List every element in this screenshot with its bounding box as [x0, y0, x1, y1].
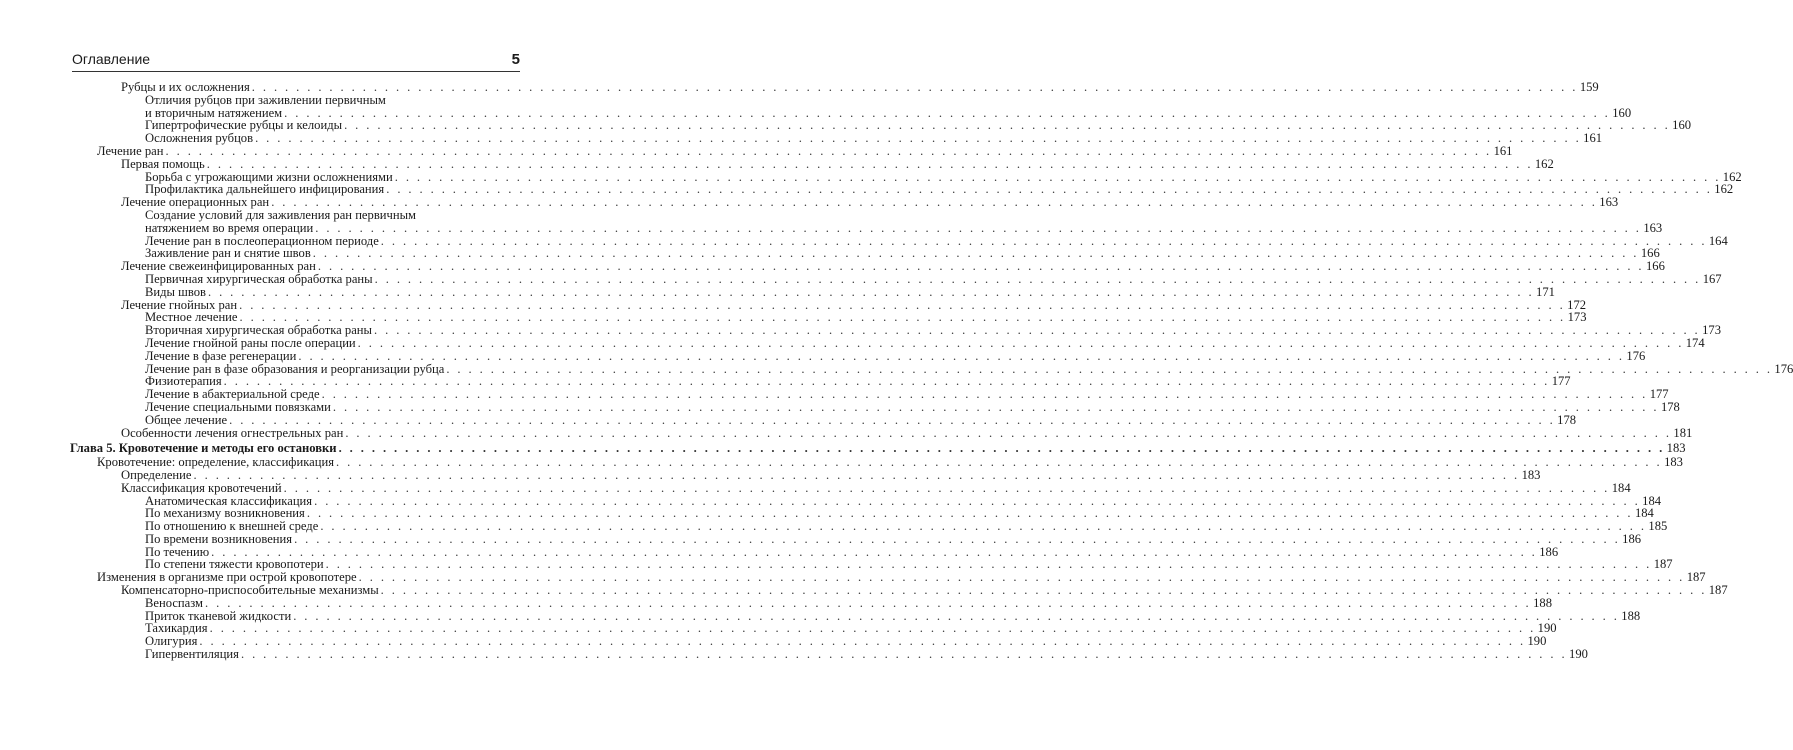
dot-leader: . . . . . . . . . . . . . . . . . . . . . . . . . . . . . . . . . . . . . . . . . . . . . . . . . . . . . . . . . . . . . . . . . . . . . . . . . . . . . . . . . . . . . . . . . . . . . . . . . . . . . . . . . . . . . . . . . . . . . . . .	[223, 374, 1550, 389]
toc-entry-page-number: 163	[1643, 220, 1663, 235]
toc-entry-title: Лечение гнойных ран	[121, 297, 238, 312]
dot-leader: . . . . . . . . . . . . . . . . . . . . . . . . . . . . . . . . . . . . . . . . . . . . . . . . . . . . . . . . . . . . . . . . . . . . . . . . . . . . . . . . . . . . . . . . . . . . . . . . . . . . . . . . . . . . . . . . . . . . . . . .	[320, 519, 1647, 534]
toc-entry-title: Местное лечение	[145, 310, 238, 325]
dot-leader: . . . . . . . . . . . . . . . . . . . . . . . . . . . . . . . . . . . . . . . . . . . . . . . . . . . . . . . . . . . . . . . . . . . . . . . . . . . . . . . . . . . . . . . . . . . . . . . . . . . . . . . . . . . . . . . . . . . . . . . .	[374, 271, 1701, 286]
toc-entry-page-number: 190	[1569, 647, 1588, 662]
toc-entry[interactable]	[70, 425, 1693, 440]
toc-entry-page-number: 185	[1648, 519, 1668, 534]
toc-entry-title: Лечение ран	[97, 143, 164, 158]
running-header	[72, 51, 520, 71]
toc-entry[interactable]	[70, 207, 1663, 235]
toc-entry-page-number: 164	[1708, 233, 1728, 248]
toc-entry-page-number: 184	[1634, 506, 1654, 521]
dot-leader: . . . . . . . . . . . . . . . . . . . . . . . . . . . . . . . . . . . . . . . . . . . . . . . . . . . . . . . . . . . . . . . . . . . . . . . . . . . . . . . . . . . . . . . . . . . . . . . . . . . . . . . . . . . . . . . . . . . . . . . .	[380, 233, 1707, 248]
toc-entry-page-number: 178	[1660, 399, 1680, 414]
toc-entry-title: Лечение в абактериальной среде	[145, 387, 320, 402]
dot-leader: . . . . . . . . . . . . . . . . . . . . . . . . . . . . . . . . . . . . . . . . . . . . . . . . . . . . . . . . . . . . . . . . . . . . . . . . . . . . . . . . . . . . . . . . . . . . . . . . . . . . . . . . . . . . . . . . . . . . . . . .	[209, 621, 1536, 636]
toc-entry[interactable]	[70, 480, 1631, 495]
toc-entry-title: Глава 5. Кровотечение и методы его остановки	[70, 441, 337, 456]
dot-leader: . . . . . . . . . . . . . . . . . . . . . . . . . . . . . . . . . . . . . . . . . . . . . . . . . . . . . . . . . . . . . . . . . . . . . . . . . . . . . . . . . . . . . . . . . . . . . . . . . . . . . . . . . . . . . . . . . . . . . . . .	[199, 634, 1526, 649]
toc-entry-title: Виды швов	[145, 284, 206, 299]
toc-entry-page-number: 159	[1579, 80, 1599, 94]
toc-entry-title: Заживление ран и снятие швов	[145, 246, 311, 261]
toc-entry-page-number: 176	[1774, 361, 1793, 376]
toc-entry[interactable]	[70, 156, 1554, 171]
toc-entry-page-number: 187	[1653, 557, 1673, 572]
toc-entry-page-number: 184	[1611, 480, 1631, 495]
dot-leader: . . . . . . . . . . . . . . . . . . . . . . . . . . . . . . . . . . . . . . . . . . . . . . . . . . . . . . . . . . . . . . . . . . . . . . . . . . . . . . . . . . . . . . . . . . . . . . . . . . . . . . . . . . . . . . . . . . . . . . . .	[314, 493, 1641, 508]
dot-leader: . . . . . . . . . . . . . . . . . . . . . . . . . . . . . . . . . . . . . . . . . . . . . . . . . . . . . . . . . . . . . . . . . . . . . . . . . . . . . . . . . . . . . . . . . . . . . . . . . . . . . . . . . . . . . . . . . . . . . . . .	[306, 506, 1633, 521]
toc-entry[interactable]	[70, 80, 1599, 94]
toc-entry[interactable]	[70, 92, 1632, 120]
dot-leader: . . . . . . . . . . . . . . . . . . . . . . . . . . . . . . . . . . . . . . . . . . . . . . . . . . . . . . . . . . . . . . . . . . . . . . . . . . . . . . . . . . . . . . . . . . . . . . . . . . . . . . . . . . . . . . . . . . . . . . . .	[239, 310, 1566, 325]
toc-entry-title: Общее лечение	[145, 412, 228, 427]
toc-entry-title: Олигурия	[145, 634, 198, 649]
toc-entry-page-number: 162	[1714, 182, 1734, 197]
toc-entry-title: Кровотечение: определение, классификация	[97, 455, 334, 470]
dot-leader: . . . . . . . . . . . . . . . . . . . . . . . . . . . . . . . . . . . . . . . . . . . . . . . . . . . . . . . . . . . . . . . . . . . . . . . . . . . . . . . . . . . . . . . . . . . . . . . . . . . . . . . . . . . . . . . . . . . . . . . .	[345, 425, 1672, 440]
toc-entry-title: Веноспазм	[145, 595, 204, 610]
toc-entry-title: Физиотерапия	[145, 374, 222, 389]
dot-leader: . . . . . . . . . . . . . . . . . . . . . . . . . . . . . . . . . . . . . . . . . . . . . . . . . . . . . . . . . . . . . . . . . . . . . . . . . . . . . . . . . . . . . . . . . . . . . . . . . . . . . . . . . . . . . . . . . . . . . . . .	[358, 570, 1685, 585]
toc-entry-title: По механизму возникновения	[145, 506, 305, 521]
dot-leader: . . . . . . . . . . . . . . . . . . . . . . . . . . . . . . . . . . . . . . . . . . . . . . . . . . . . . . . . . . . . . . . . . . . . . . . . . . . . . . . . . . . . . . . . . . . . . . . . . . . . . . . . . . . . . . . . . . . . . . . .	[211, 544, 1538, 559]
toc-entry-title: Лечение гнойной раны после операции	[145, 335, 356, 350]
toc-entry-title: Гипервентиляция	[145, 647, 239, 662]
dot-leader: . . . . . . . . . . . . . . . . . . . . . . . . . . . . . . . . . . . . . . . . . . . . . . . . . . . . . . . . . . . . . . . . . . . . . . . . . . . . . . . . . . . . . . . . . . . . . . . . . . . . . . . . . . . . . . . . . . . . . . . .	[193, 467, 1520, 482]
dot-leader: . . . . . . . . . . . . . . . . . . . . . . . . . . . . . . . . . . . . . . . . . . . . . . . . . . . . . . . . . . . . . . . . . . . . . . . . . . . . . . . . . . . . . . . . . . . . . . . . . . . . . . . . . . . . . . . . . . . . . . . .	[284, 105, 1611, 120]
toc-entry-page-number: 161	[1583, 131, 1603, 146]
toc-entry-title: Лечение специальными повязками	[145, 399, 331, 414]
toc-entry-page-number: 190	[1537, 621, 1557, 636]
toc-entry-title: Лечение ран в фазе образования и реорганизации рубца	[145, 361, 445, 376]
toc-entry-page-number: 173	[1702, 323, 1721, 338]
dot-leader: . . . . . . . . . . . . . . . . . . . . . . . . . . . . . . . . . . . . . . . . . . . . . . . . . . . . . . . . . . . . . . . . . . . . . . . . . . . . . . . . . . . . . . . . . . . . . . . . . . . . . . . . . . . . . . . . . . . . . . . .	[229, 412, 1556, 427]
dot-leader: . . . . . . . . . . . . . . . . . . . . . . . . . . . . . . . . . . . . . . . . . . . . . . . . . . . . . . . . . . . . . . . . . . . . . . . . . . . . . . . . . . . . . . . . . . . . . . . . . . . . . . . . . . . . . . . . . . . . . . . .	[251, 80, 1578, 94]
toc-entry-title-line: Отличия рубцов при заживлении первичным	[145, 92, 386, 107]
dot-leader: . . . . . . . . . . . . . . . . . . . . . . . . . . . . . . . . . . . . . . . . . . . . . . . . . . . . . . . . . . . . . . . . . . . . . . . . . . . . . . . . . . . . . . . . . . . . . . . . . . . . . . . . . . . . . . . . . . . . . . . .	[271, 195, 1598, 210]
toc-entry-title: По отношению к внешней среде	[145, 519, 319, 534]
toc-entry-page-number: 183	[1666, 441, 1686, 456]
toc-entry[interactable]	[70, 271, 1722, 286]
toc-entry-title-line: Создание условий для заживления ран первичным	[145, 207, 417, 222]
toc-entry-title: Лечение свежеинфицированных ран	[121, 259, 316, 274]
toc-entry-page-number: 161	[1493, 143, 1513, 158]
toc-entry-title: Тахикардия	[145, 621, 208, 636]
toc-entry-page-number: 188	[1533, 595, 1552, 610]
toc-entry-page-number: 172	[1567, 297, 1587, 312]
toc-entry-page-number: 177	[1551, 374, 1571, 389]
header-rule	[72, 71, 520, 72]
toc-entry-title: По течению	[145, 544, 210, 559]
dot-leader: . . . . . . . . . . . . . . . . . . . . . . . . . . . . . . . . . . . . . . . . . . . . . . . . . . . . . . . . . . . . . . . . . . . . . . . . . . . . . . . . . . . . . . . . . . . . . . . . . . . . . . . . . . . . . . . . . . . . . . . .	[344, 118, 1671, 133]
toc-entry-page-number: 178	[1557, 412, 1577, 427]
toc-entry-page-number: 162	[1722, 169, 1742, 184]
dot-leader: . . . . . . . . . . . . . . . . . . . . . . . . . . . . . . . . . . . . . . . . . . . . . . . . . . . . . . . . . . . . . . . . . . . . . . . . . . . . . . . . . . . . . . . . . . . . . . . . . . . . . . . . . . . . . . . . . . . . . . . .	[298, 348, 1625, 363]
toc-entry-title: натяжением во время операции	[145, 220, 314, 235]
toc-entry-title: По времени возникновения	[145, 531, 293, 546]
dot-leader: . . . . . . . . . . . . . . . . . . . . . . . . . . . . . . . . . . . . . . . . . . . . . . . . . . . . . . . . . . . . . . . . . . . . . . . . . . . . . . . . . . . . . . . . . . . . . . . . . . . . . . . . . . . . . . . . . . . . . . . .	[293, 608, 1620, 623]
toc-entry-title: Лечение в фазе регенерации	[145, 348, 297, 363]
toc-entry-title: Особенности лечения огнестрельных ран	[121, 425, 344, 440]
toc-entry-page-number: 173	[1567, 310, 1587, 325]
dot-leader: . . . . . . . . . . . . . . . . . . . . . . . . . . . . . . . . . . . . . . . . . . . . . . . . . . . . . . . . . . . . . . . . . . . . . . . . . . . . . . . . . . . . . . . . . . . . . . . . . . . . . . . . . . . . . . . . . . . . . . . .	[294, 531, 1621, 546]
toc-entry-page-number: 186	[1539, 544, 1559, 559]
dot-leader: . . . . . . . . . . . . . . . . . . . . . . . . . . . . . . . . . . . . . . . . . . . . . . . . . . . . . . . . . . . . . . . . . . . . . . . . . . . . . . . . . . . . . . . . . . . . . . . . . . . . . . . . . . . . . . . . . . . . . . . .	[239, 297, 1566, 312]
toc-entry-title: Определение	[121, 467, 192, 482]
toc-entry-page-number: 183	[1664, 455, 1683, 470]
toc-entry-title: Лечение операционных ран	[121, 195, 270, 210]
table-of-contents	[70, 80, 1793, 662]
dot-leader: . . . . . . . . . . . . . . . . . . . . . . . . . . . . . . . . . . . . . . . . . . . . . . . . . . . . . . . . . . . . . . . . . . . . . . . . . . . . . . . . . . . . . . . . . . . . . . . . . . . . . . . . . . . . . . . . . . . . . . . .	[165, 143, 1492, 158]
toc-entry-page-number: 187	[1708, 583, 1728, 598]
dot-leader: . . . . . . . . . . . . . . . . . . . . . . . . . . . . . . . . . . . . . . . . . . . . . . . . . . . . . . . . . . . . . . . . . . . . . . . . . . . . . . . . . . . . . . . . . . . . . . . . . . . . . . . . . . . . . . . . . . . . . . . .	[283, 480, 1610, 495]
toc-entry-title: Лечение ран в послеоперационном периоде	[145, 233, 379, 248]
toc-entry-title: Первичная хирургическая обработка раны	[145, 271, 373, 286]
dot-leader: . . . . . . . . . . . . . . . . . . . . . . . . . . . . . . . . . . . . . . . . . . . . . . . . . . . . . . . . . . . . . . . . . . . . . . . . . . . . . . . . . . . . . . . . . . . . . . . . . . . . . . . . . . . . . . . . . . . . . . . .	[386, 182, 1713, 197]
toc-entry[interactable]	[70, 387, 1669, 402]
toc-entry-page-number: 171	[1536, 284, 1555, 299]
toc-entry[interactable]	[70, 399, 1680, 414]
toc-entry-page-number: 177	[1649, 387, 1669, 402]
dot-leader: . . . . . . . . . . . . . . . . . . . . . . . . . . . . . . . . . . . . . . . . . . . . . . . . . . . . . . . . . . . . . . . . . . . . . . . . . . . . . . . . . . . . . . . . . . . . . . . . . . . . . . . . . . . . . . . . . . . . . . . .	[315, 220, 1642, 235]
toc-entry[interactable]	[70, 335, 1705, 350]
toc-entry[interactable]	[70, 467, 1541, 482]
toc-entry-page-number: 162	[1534, 156, 1554, 171]
toc-entry[interactable]	[70, 583, 1728, 598]
toc-entry-page-number: 184	[1642, 493, 1662, 508]
dot-leader: . . . . . . . . . . . . . . . . . . . . . . . . . . . . . . . . . . . . . . . . . . . . . . . . . . . . . . . . . . . . . . . . . . . . . . . . . . . . . . . . . . . . . . . . . . . . . . . . . . . . . . . . . . . . . . . . . . . . . . . .	[312, 246, 1639, 261]
toc-entry[interactable]	[70, 284, 1555, 299]
toc-entry-title: Приток тканевой жидкости	[145, 608, 292, 623]
running-header-title: Оглавление	[72, 51, 151, 67]
dot-leader: . . . . . . . . . . . . . . . . . . . . . . . . . . . . . . . . . . . . . . . . . . . . . . . . . . . . . . . . . . . . . . . . . . . . . . . . . . . . . . . . . . . . . . . . . . . . . . . . . . . . . . . . . . . . . . . . . . . . . . . .	[321, 387, 1648, 402]
toc-entry-title: и вторичным натяжением	[145, 105, 283, 120]
toc-entry-title: По степени тяжести кровопотери	[145, 557, 324, 572]
toc-entry-page-number: 167	[1702, 271, 1722, 286]
toc-entry-page-number: 160	[1612, 105, 1632, 120]
toc-entry-title: Первая помощь	[121, 156, 205, 171]
dot-leader: . . . . . . . . . . . . . . . . . . . . . . . . . . . . . . . . . . . . . . . . . . . . . . . . . . . . . . . . . . . . . . . . . . . . . . . . . . . . . . . . . . . . . . . . . . . . . . . . . . . . . . . . . . . . . . . . . . . . . . . .	[317, 259, 1644, 274]
toc-entry[interactable]	[70, 647, 1588, 662]
dot-leader: . . . . . . . . . . . . . . . . . . . . . . . . . . . . . . . . . . . . . . . . . . . . . . . . . . . . . . . . . . . . . . . . . . . . . . . . . . . . . . . . . . . . . . . . . . . . . . . . . . . . . . . . . . . . . . . . . . . . . . . .	[325, 557, 1652, 572]
toc-entry-title: Классификация кровотечений	[121, 480, 282, 495]
toc-entry[interactable]	[70, 348, 1646, 363]
toc-entry-page-number: 176	[1626, 348, 1646, 363]
dot-leader: . . . . . . . . . . . . . . . . . . . . . . . . . . . . . . . . . . . . . . . . . . . . . . . . . . . . . . . . . . . . . . . . . . . . . . . . . . . . . . . . . . . . . . . . . . . . . . . . . . . . . . . . . . . . . . . . . . . . . . . .	[255, 131, 1582, 146]
toc-entry-page-number: 190	[1527, 634, 1547, 649]
toc-entry[interactable]	[70, 531, 1642, 546]
toc-entry-page-number: 181	[1673, 425, 1693, 440]
toc-entry-title: Анатомическая классификация	[145, 493, 313, 508]
toc-entry-title: Гипертрофические рубцы и келоиды	[145, 118, 343, 133]
dot-leader: . . . . . . . . . . . . . . . . . . . . . . . . . . . . . . . . . . . . . . . . . . . . . . . . . . . . . . . . . . . . . . . . . . . . . . . . . . . . . . . . . . . . . . . . . . . . . . . . . . . . . . . . . . . . . . . . . . . . . . . .	[394, 169, 1721, 184]
dot-leader: . . . . . . . . . . . . . . . . . . . . . . . . . . . . . . . . . . . . . . . . . . . . . . . . . . . . . . . . . . . . . . . . . . . . . . . . . . . . . . . . . . . . . . . . . . . . . . . . . . . . . . . . . . . . . . . . . . . . . . . .	[207, 284, 1535, 299]
toc-entry-title: Компенсаторно-приспособительные механизмы	[121, 583, 379, 598]
dot-leader: . . . . . . . . . . . . . . . . . . . . . . . . . . . . . . . . . . . . . . . . . . . . . . . . . . . . . . . . . . . . . . . . . . . . . . . . . . . . . . . . . . . . . . . . . . . . . . . . . . . . . . . . . . . . . . . . . . . . . . . .	[336, 455, 1663, 470]
dot-leader: . . . . . . . . . . . . . . . . . . . . . . . . . . . . . . . . . . . . . . . . . . . . . . . . . . . . . . . . . . . . . . . . . . . . . . . . . . . . . . . . . . . . . . . . . . . . . . . . . . . . . . . . . . . . . . . . . . . . . . . .	[446, 361, 1773, 376]
toc-entry-title: Профилактика дальнейшего инфицирования	[145, 182, 385, 197]
toc-entry-page-number: 188	[1621, 608, 1641, 623]
dot-leader: . . . . . . . . . . . . . . . . . . . . . . . . . . . . . . . . . . . . . . . . . . . . . . . . . . . . . . . . . . . . . . . . . . . . . . . . . . . . . . . . . . . . . . . . . . . . . . . . . . . . . . . . . . . . . . . . . . . . . . . .	[240, 647, 1568, 662]
toc-entry-page-number: 160	[1672, 118, 1692, 133]
toc-entry[interactable]	[70, 143, 1513, 158]
dot-leader: . . . . . . . . . . . . . . . . . . . . . . . . . . . . . . . . . . . . . . . . . . . . . . . . . . . . . . . . . . . . . . . . . . . . . . . . . . . . . . . . . . . . . . . . . . . . . . . . . . . . . . . . . . . . . . . . . . . . . . . .	[206, 156, 1533, 171]
toc-entry-page-number: 174	[1685, 335, 1705, 350]
toc-entry[interactable]	[70, 455, 1683, 470]
toc-entry[interactable]	[70, 519, 1668, 534]
toc-entry-page-number: 166	[1640, 246, 1660, 261]
dot-leader: . . . . . . . . . . . . . . . . . . . . . . . . . . . . . . . . . . . . . . . . . . . . . . . . . . . . . . . . . . . . . . . . . . . . . . . . . . . . . . . . . . . . . . . . . . . . . . . . . . . . . . . . . . . . . . . . . . . . . . . .	[338, 441, 1665, 456]
toc-entry-page-number: 163	[1599, 195, 1619, 210]
toc-entry-title: Осложнения рубцов	[145, 131, 254, 146]
toc-entry-page-number: 187	[1686, 570, 1706, 585]
page-number: 5	[511, 51, 520, 68]
toc-entry-title: Рубцы и их осложнения	[121, 80, 250, 94]
toc-entry-title: Изменения в организме при острой кровопотере	[97, 570, 357, 585]
dot-leader: . . . . . . . . . . . . . . . . . . . . . . . . . . . . . . . . . . . . . . . . . . . . . . . . . . . . . . . . . . . . . . . . . . . . . . . . . . . . . . . . . . . . . . . . . . . . . . . . . . . . . . . . . . . . . . . . . . . . . . . .	[380, 583, 1707, 598]
toc-entry[interactable]	[70, 595, 1552, 610]
toc-entry-page-number: 186	[1622, 531, 1642, 546]
toc-chapter-entry[interactable]	[70, 441, 1686, 456]
toc-entry-page-number: 166	[1645, 259, 1665, 274]
dot-leader: . . . . . . . . . . . . . . . . . . . . . . . . . . . . . . . . . . . . . . . . . . . . . . . . . . . . . . . . . . . . . . . . . . . . . . . . . . . . . . . . . . . . . . . . . . . . . . . . . . . . . . . . . . . . . . . . . . . . . . . .	[357, 335, 1684, 350]
toc-entry-title: Борьба с угрожающими жизни осложнениями	[145, 169, 393, 184]
dot-leader: . . . . . . . . . . . . . . . . . . . . . . . . . . . . . . . . . . . . . . . . . . . . . . . . . . . . . . . . . . . . . . . . . . . . . . . . . . . . . . . . . . . . . . . . . . . . . . . . . . . . . . . . . . . . . . . . . . . . . . . .	[332, 399, 1659, 414]
toc-entry-title: Вторичная хирургическая обработка раны	[145, 323, 373, 338]
toc-entry-page-number: 183	[1521, 467, 1541, 482]
dot-leader: . . . . . . . . . . . . . . . . . . . . . . . . . . . . . . . . . . . . . . . . . . . . . . . . . . . . . . . . . . . . . . . . . . . . . . . . . . . . . . . . . . . . . . . . . . . . . . . . . . . . . . . . . . . . . . . . . . . . . . . .	[374, 323, 1701, 338]
toc-entry[interactable]	[70, 412, 1577, 427]
dot-leader: . . . . . . . . . . . . . . . . . . . . . . . . . . . . . . . . . . . . . . . . . . . . . . . . . . . . . . . . . . . . . . . . . . . . . . . . . . . . . . . . . . . . . . . . . . . . . . . . . . . . . . . . . . . . . . . . . . . . . . . .	[205, 595, 1532, 610]
